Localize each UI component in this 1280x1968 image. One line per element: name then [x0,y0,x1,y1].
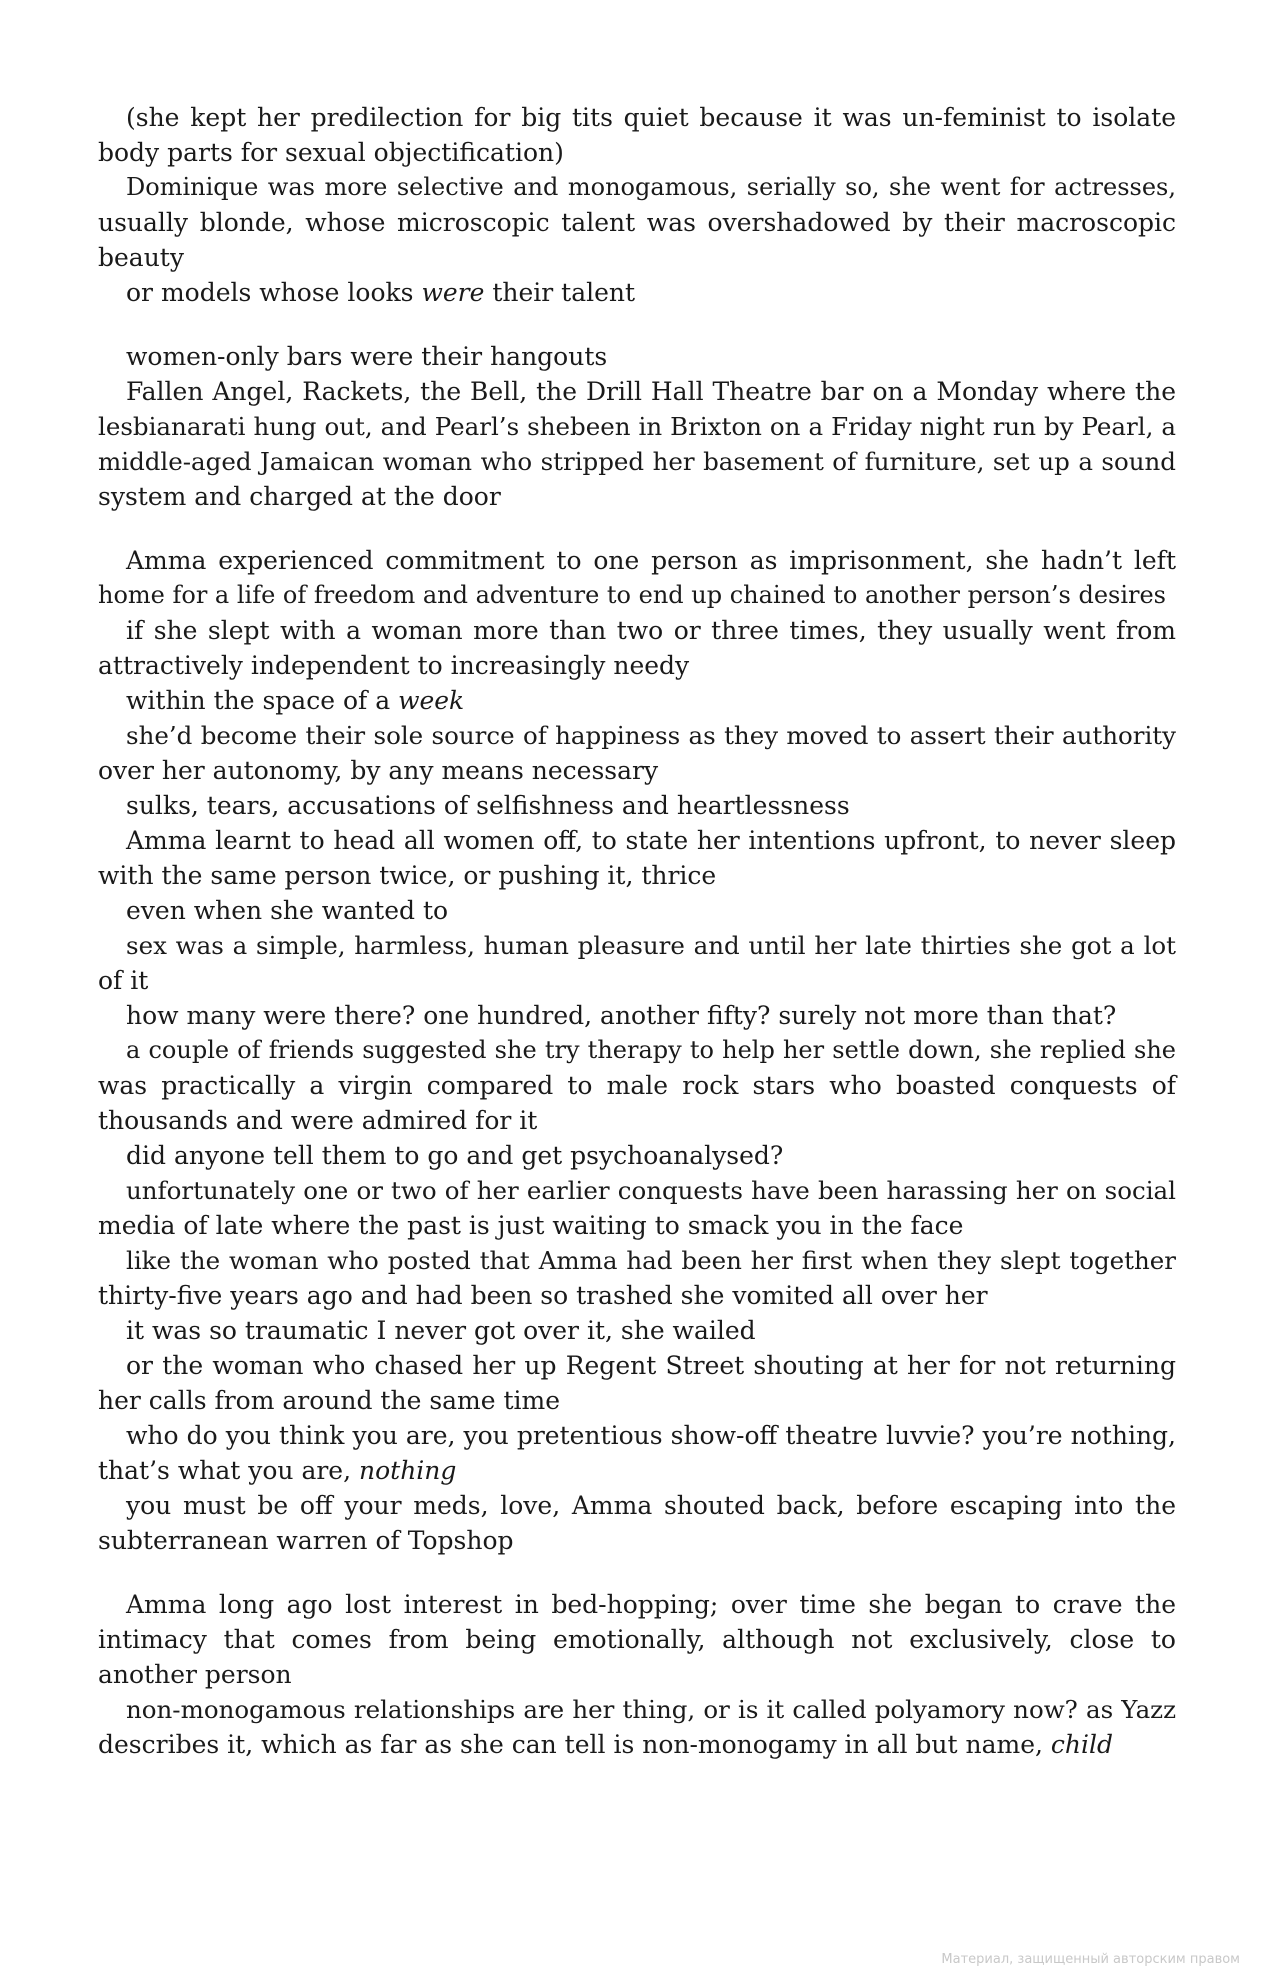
emphasis-text: were [421,278,485,307]
text-line: even when she wanted to [126,896,449,925]
paragraph-gap [98,514,1176,543]
text-line: body parts for sexual objectification) [98,138,564,167]
text-line: thousands and were admired for it [98,1106,538,1135]
text-line: non-monogamous relationships are her thing, or is it called polyamory now? as Yazz [126,1695,1176,1724]
text-line: sulks, tears, accusations of selfishness and heartlessness [126,791,850,820]
text-line: women-only bars were their hangouts [126,342,608,371]
text-line [98,1453,1176,1488]
paragraph-gap [98,1558,1176,1587]
emphasis-text: child [1050,1730,1114,1759]
text-line: or the woman who chased her up Regent Street shouting at her for not returning [126,1351,1176,1380]
text-run: describes it, which as far as she can tell is non-monogamy in all but name, [98,1730,1051,1759]
text-line: was practically a virgin compared to male rock stars who boasted conquests of [98,1071,1176,1100]
copyright-watermark: Материал, защищенный авторским правом [941,1952,1240,1967]
text-line: a couple of friends suggested she try therapy to help her settle down, she replied she [126,1036,1176,1064]
paragraph-gap [98,310,1176,339]
text-line: with the same person twice, or pushing it, thrice [98,861,717,890]
text-line: Amma learnt to head all women off, to state her intentions upfront, to never sleep [126,826,1176,855]
text-line: attractively independent to increasingly needy [98,651,690,680]
text-run: that’s what you are, [98,1456,359,1485]
text-line: beauty [98,243,184,272]
text-line: intimacy that comes from being emotionally, although not exclusively, close to [98,1625,1176,1654]
text-line: her calls from around the same time [98,1386,561,1415]
text-line: usually blonde, whose microscopic talent was overshadowed by their macroscopic [98,208,1176,237]
emphasis-text: week [398,686,465,715]
text-line: Fallen Angel, Rackets, the Bell, the Drill Hall Theatre bar on a Monday where the [126,377,1176,406]
text-line: Amma long ago lost interest in bed-hopping; over time she began to crave the [126,1590,1176,1619]
text-line: over her autonomy, by any means necessary [98,756,659,785]
text-line [98,683,1176,718]
book-page-text [98,100,1176,1762]
emphasis-text: nothing [359,1456,457,1485]
text-line: middle-aged Jamaican woman who stripped her basement of furniture, set up a sound [98,447,1176,476]
text-line: how many were there? one hundred, another fifty? surely not more than that? [126,1001,1117,1030]
text-line [98,1727,1176,1762]
text-line: sex was a simple, harmless, human pleasure and until her late thirties she got a lot [126,931,1176,960]
text-line: unfortunately one or two of her earlier conquests have been harassing her on social [126,1176,1176,1205]
text-line: Amma experienced commitment to one person as imprisonment, she hadn’t left [126,546,1176,575]
text-line: did anyone tell them to go and get psychoanalysed? [126,1141,784,1170]
text-line: of it [98,966,149,995]
text-line: who do you think you are, you pretentious show-off theatre luvvie? you’re nothing, [126,1421,1176,1450]
text-line: she’d become their sole source of happiness as they moved to assert their authority [126,721,1176,750]
text-line: media of late where the past is just waiting to smack you in the face [98,1211,964,1240]
text-line: thirty-five years ago and had been so trashed she vomited all over her [98,1281,988,1310]
text-line: lesbianarati hung out, and Pearl’s shebeen in Brixton on a Friday night run by Pearl, a [98,412,1176,441]
text-line: Dominique was more selective and monogamous, serially so, she went for actresses, [126,173,1176,201]
text-run: or models whose looks [126,278,422,307]
text-line [98,275,1176,310]
text-line: like the woman who posted that Amma had been her first when they slept together [126,1246,1176,1275]
text-line: subterranean warren of Topshop [98,1526,514,1555]
text-line: if she slept with a woman more than two or three times, they usually went from [126,616,1176,645]
text-run: within the space of a [126,686,399,715]
text-line: it was so traumatic I never got over it, she wailed [126,1316,756,1345]
text-line: another person [98,1660,292,1689]
text-run: their talent [484,278,636,307]
text-line: you must be off your meds, love, Amma shouted back, before escaping into the [126,1491,1176,1520]
text-line: system and charged at the door [98,482,501,511]
text-line: home for a life of freedom and adventure to end up chained to another person’s desires [98,581,1166,609]
text-line: (she kept her predilection for big tits quiet because it was un-feminist to isolate [126,103,1176,132]
